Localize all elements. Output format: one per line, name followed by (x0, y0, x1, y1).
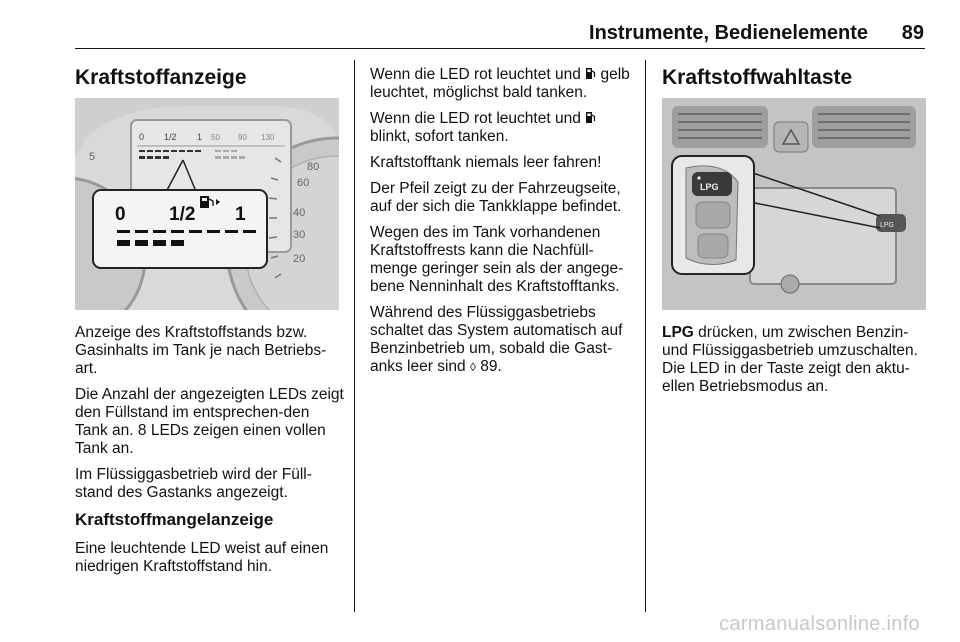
low-fuel-paragraph: Eine leuchtende LED weist auf einen niedrigen Kraftstoffstand hin. (75, 540, 329, 575)
column2-paragraph-2-b: blinkt, sofort tanken. (370, 128, 509, 145)
column2-paragraph-1-a: Wenn die LED rot leuchtet und (370, 66, 581, 83)
top-scale-130: 130 (261, 133, 275, 142)
top-scale-50: 50 (211, 133, 220, 142)
left-gauge-label: 5 (89, 151, 96, 163)
section-title-fuel-gauge: Kraftstoffanzeige (75, 66, 247, 89)
led-outline (117, 230, 130, 233)
column2-paragraph-2 (370, 110, 638, 146)
small-lpg-label: LPG (880, 222, 895, 229)
speed-label-30: 30 (293, 229, 306, 241)
column2-paragraph-6 (370, 304, 638, 376)
fuel-gauge-paragraph-2: Die Anzahl der angezeigten LEDs zeigt den Füllstand im entsprechen-den Tank an. 8 LEDs zeigen einen vollen Tank an. (75, 386, 344, 457)
column-divider-2 (645, 60, 646, 612)
subsection-title-low-fuel: Kraftstoffmangelanzeige (75, 510, 274, 529)
fuel-selector-paragraph-text: drücken, um zwischen Benzin- und Flüssiggasbetrieb umzuschalten. Die LED in der Taste zeigt den aktu-ellen Betriebsmodus an. (662, 324, 918, 395)
fuel-pump-icon (585, 111, 596, 124)
speed-label-40: 40 (293, 207, 306, 219)
top-scale-0: 0 (139, 132, 145, 142)
top-scale-1: 1 (197, 132, 203, 142)
led-outline (243, 230, 256, 233)
fuel-gauge-paragraph-1: Anzeige des Kraftstoffstands bzw. Gasinhalts im Tank je nach Betriebs-art. (75, 324, 327, 377)
led-lit (153, 240, 166, 246)
top-scale-90: 90 (238, 133, 247, 142)
lpg-button-illustration (662, 98, 926, 310)
led-lit (135, 240, 148, 246)
column2-paragraph-1-b: gelb leuchtet, möglichst bald tanken. (370, 66, 630, 101)
zoom-label-1: 1 (235, 204, 246, 225)
page-reference-link[interactable]: 89. (480, 358, 502, 375)
zoom-label-half: 1/2 (169, 204, 196, 225)
page-number: 89 (901, 22, 924, 44)
led-lit (117, 240, 130, 246)
led-lit (171, 240, 184, 246)
lpg-button-label: LPG (700, 182, 719, 192)
top-scale-half: 1/2 (164, 132, 177, 142)
column-divider-1 (354, 60, 355, 612)
lpg-button-figure (662, 98, 926, 310)
led-outline (135, 230, 148, 233)
column2-paragraph-6-a: Während des Flüssiggasbetriebs schaltet das System automatisch auf Benzinbetrieb um, sobald die Gast-anks leer sind (370, 304, 623, 375)
speed-label-80: 80 (307, 161, 320, 173)
fuel-pump-icon (585, 67, 596, 80)
fuel-gauge-paragraph-3: Im Flüssiggasbetrieb wird der Füll-stand des Gastanks angezeigt. (75, 466, 312, 501)
header-title: Instrumente, Bedienelemente (589, 22, 868, 44)
led-outline (171, 230, 184, 233)
speed-label-20: 20 (293, 253, 306, 265)
led-outline (153, 230, 166, 233)
lpg-keyword: LPG (662, 324, 694, 341)
page-reference-symbol: ◊ (469, 360, 476, 374)
column2-paragraph-1 (370, 66, 638, 102)
column-2 (370, 66, 638, 384)
speed-label-60: 60 (297, 177, 310, 189)
fuel-selector-paragraph (662, 324, 928, 396)
led-outline (189, 230, 202, 233)
section-title-fuel-selector: Kraftstoffwahltaste (662, 66, 853, 89)
page-header (0, 0, 960, 56)
column2-paragraph-3: Kraftstofftank niemals leer fahren! (370, 154, 602, 171)
fuel-gauge-illustration (75, 98, 339, 310)
watermark: carmanualsonline.info (719, 613, 920, 635)
column2-paragraph-4: Der Pfeil zeigt zu der Fahrzeugseite, auf der sich die Tankklappe befindet. (370, 180, 622, 215)
led-outline (225, 230, 238, 233)
column2-paragraph-5: Wegen des im Tank vorhandenen Kraftstoffrests kann die Nachfüll-menge geringer sein als der angege-bene Nenninhalt des Kraftstofftanks. (370, 224, 624, 295)
led-outline (207, 230, 220, 233)
column2-paragraph-2-a: Wenn die LED rot leuchtet und (370, 110, 581, 127)
header-rule (75, 48, 925, 49)
zoom-label-0: 0 (115, 204, 126, 225)
fuel-gauge-figure (75, 98, 339, 310)
